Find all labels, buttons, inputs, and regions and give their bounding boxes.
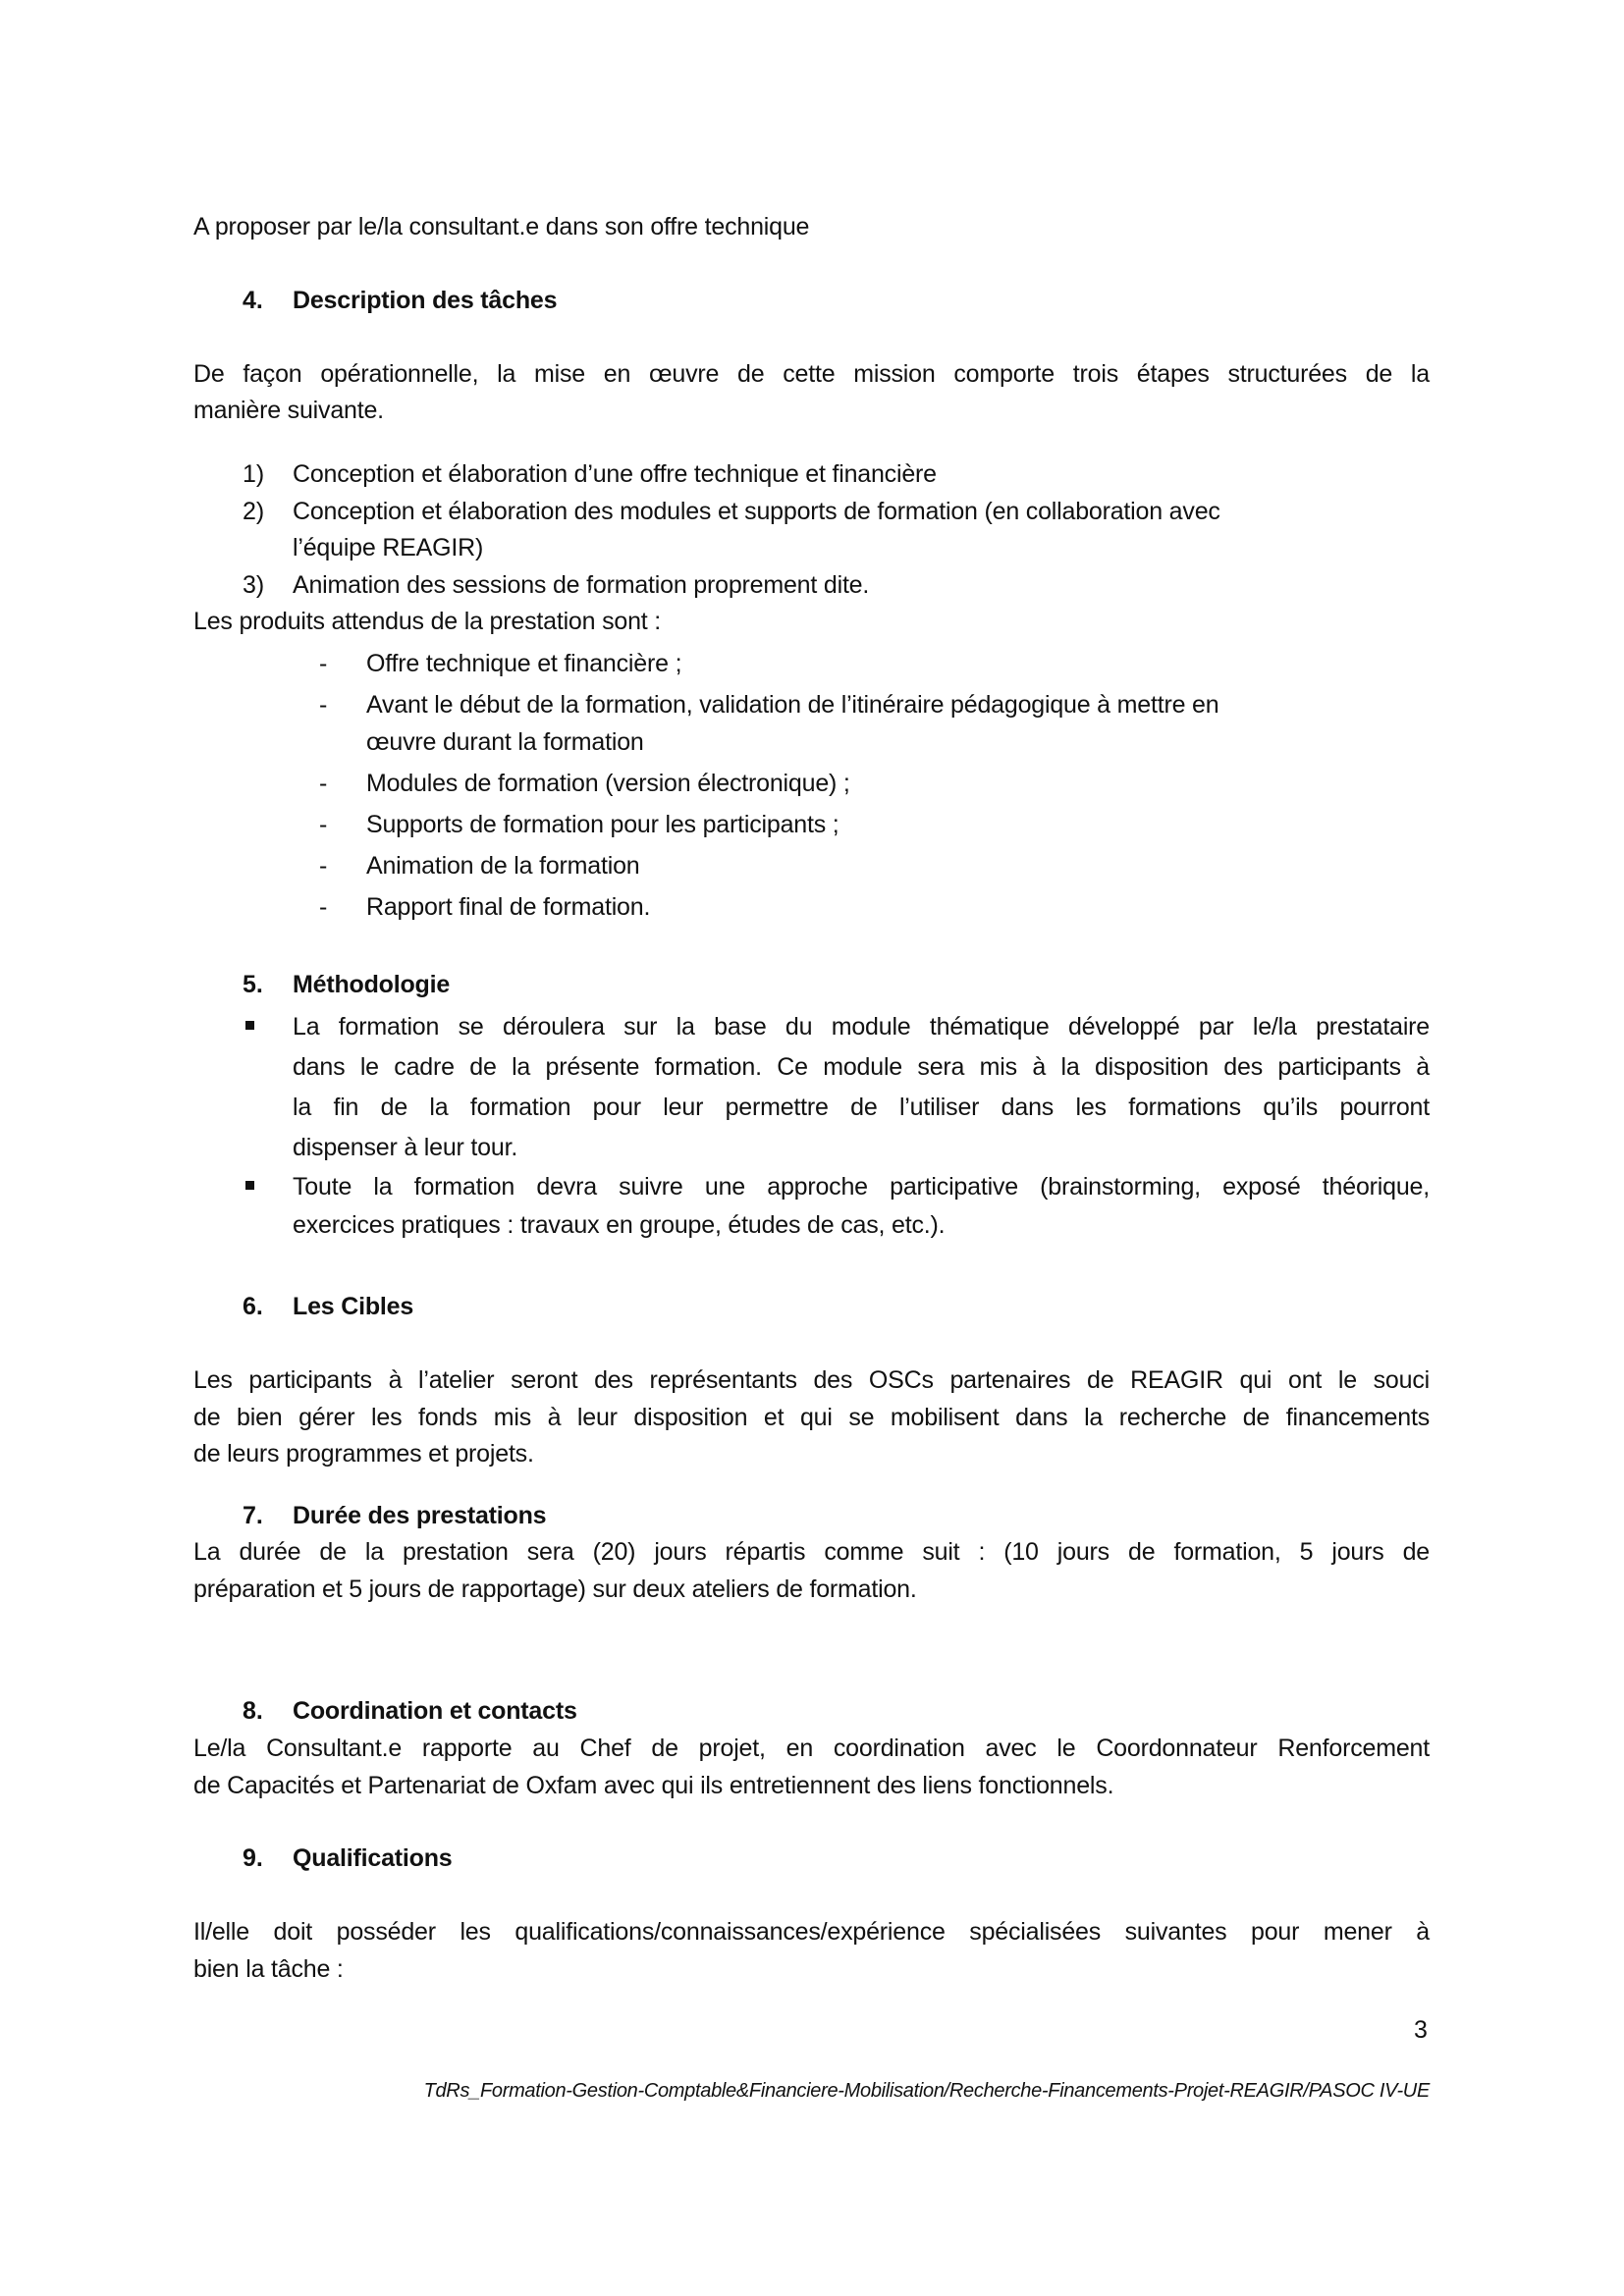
section-6-paragraph-line: Les participants à l’atelier seront des représentants des OSCs partenaires de REAGIR qui ont le souci	[193, 1366, 1430, 1394]
product-item: Animation de la formation	[366, 852, 640, 880]
methodology-bullet-line: dispenser à leur tour.	[293, 1134, 518, 1161]
section-4-number: 4.	[243, 287, 263, 314]
dash-bullet: -	[319, 811, 328, 838]
section-7-number: 7.	[243, 1502, 263, 1529]
square-bullet-icon	[245, 1181, 254, 1190]
methodology-bullet-line: La formation se déroulera sur la base du module thématique développé par le/la prestataire	[293, 1013, 1430, 1041]
section-8-paragraph-line: Le/la Consultant.e rapporte au Chef de projet, en coordination avec le Coordonnateur Renforcement	[193, 1735, 1430, 1762]
methodology-bullet-line: Toute la formation devra suivre une approche participative (brainstorming, exposé théorique,	[293, 1173, 1430, 1201]
section-9-paragraph-line: Il/elle doit posséder les qualifications/connaissances/expérience spécialisées suivantes pour mener à	[193, 1918, 1430, 1946]
methodology-bullet-line: dans le cadre de la présente formation. Ce module sera mis à la disposition des participants à	[293, 1053, 1430, 1081]
methodology-bullet-line: la fin de la formation pour leur permettre de l’utiliser dans les formations qu’ils pourront	[293, 1094, 1430, 1121]
page-number: 3	[1414, 2016, 1428, 2044]
product-item: Modules de formation (version électronique) ;	[366, 770, 850, 797]
numbered-list-marker: 2)	[243, 498, 265, 525]
square-bullet-icon	[245, 1021, 254, 1030]
product-item: Rapport final de formation.	[366, 893, 651, 921]
product-item: Avant le début de la formation, validation de l’itinéraire pédagogique à mettre en	[366, 691, 1219, 719]
section-8-heading: Coordination et contacts	[293, 1697, 577, 1725]
section-4-paragraph-line: De façon opérationnelle, la mise en œuvre de cette mission comporte trois étapes structurées de la	[193, 360, 1430, 388]
numbered-list-item: Conception et élaboration des modules et supports de formation (en collaboration avec	[293, 498, 1220, 525]
product-item: Offre technique et financière ;	[366, 650, 682, 677]
section-6-heading: Les Cibles	[293, 1293, 414, 1320]
section-8-number: 8.	[243, 1697, 263, 1725]
section-5-number: 5.	[243, 971, 263, 998]
numbered-list-item-continuation: l’équipe REAGIR)	[293, 534, 484, 561]
numbered-list-marker: 3)	[243, 571, 265, 599]
section-9-paragraph-line: bien la tâche :	[193, 1955, 344, 1983]
dash-bullet: -	[319, 650, 328, 677]
document-footer: TdRs_Formation-Gestion-Comptable&Financiere-Mobilisation/Recherche-Financements-Projet-REAGIR/PASOC IV-UE	[423, 2080, 1430, 2102]
products-intro: Les produits attendus de la prestation sont :	[193, 608, 662, 635]
section-9-heading: Qualifications	[293, 1844, 453, 1872]
numbered-list-item: Conception et élaboration d’une offre technique et financière	[293, 460, 937, 488]
section-6-paragraph-line: de leurs programmes et projets.	[193, 1440, 534, 1468]
dash-bullet: -	[319, 770, 328, 797]
section-7-paragraph-line: La durée de la prestation sera (20) jours répartis comme suit : (10 jours de formation, 5 jours de	[193, 1538, 1430, 1566]
intro-line: A proposer par le/la consultant.e dans son offre technique	[193, 213, 810, 240]
dash-bullet: -	[319, 893, 328, 921]
numbered-list-item: Animation des sessions de formation proprement dite.	[293, 571, 870, 599]
section-4-paragraph-line: manière suivante.	[193, 397, 384, 424]
section-5-heading: Méthodologie	[293, 971, 451, 998]
section-7-heading: Durée des prestations	[293, 1502, 547, 1529]
dash-bullet: -	[319, 852, 328, 880]
dash-bullet: -	[319, 691, 328, 719]
section-6-paragraph-line: de bien gérer les fonds mis à leur disposition et qui se mobilisent dans la recherche de financements	[193, 1404, 1430, 1431]
section-4-heading: Description des tâches	[293, 287, 558, 314]
numbered-list-marker: 1)	[243, 460, 265, 488]
section-8-paragraph-line: de Capacités et Partenariat de Oxfam avec qui ils entretiennent des liens fonctionnels.	[193, 1772, 1114, 1799]
section-7-paragraph-line: préparation et 5 jours de rapportage) sur deux ateliers de formation.	[193, 1575, 917, 1603]
methodology-bullet-line: exercices pratiques : travaux en groupe, études de cas, etc.).	[293, 1211, 946, 1239]
section-9-number: 9.	[243, 1844, 263, 1872]
section-6-number: 6.	[243, 1293, 263, 1320]
product-item: Supports de formation pour les participants ;	[366, 811, 839, 838]
product-item-continuation: œuvre durant la formation	[366, 728, 644, 756]
